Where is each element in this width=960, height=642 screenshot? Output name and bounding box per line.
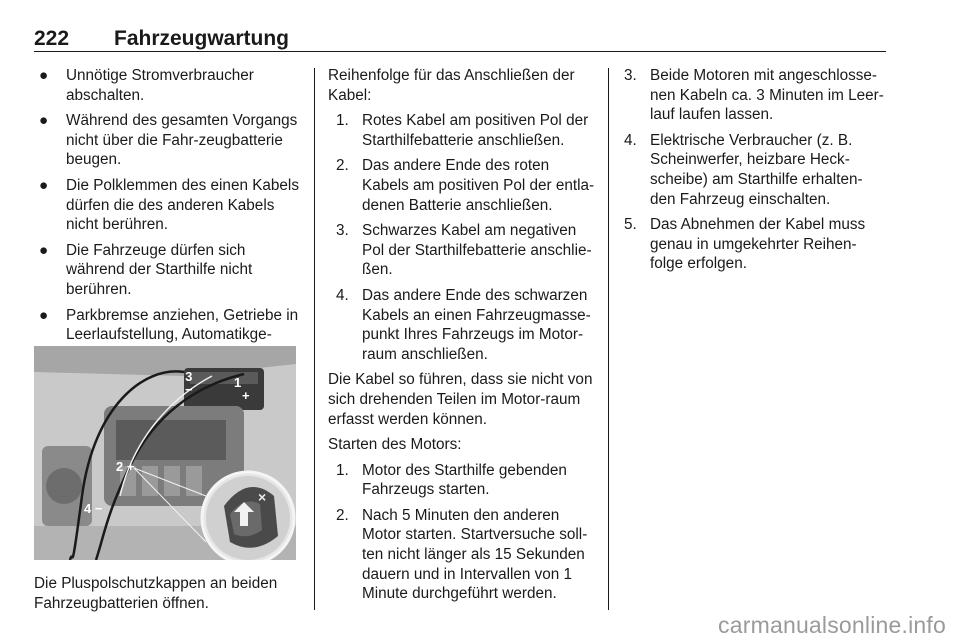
callout-1: 1 + [234,375,250,403]
continuation-steps [624,66,886,274]
list-item: 2. Nach 5 Minuten den anderen Motor starten. Startversuche soll-ten nicht länger als 15 Sekunden dauern und in Intervallen von 1 Minute durchgeführt werden. [336,506,588,603]
list-item: ● Die Fahrzeuge dürfen sich während der Starthilfe nicht berühren. [39,241,253,298]
bullet-icon: ● [39,176,49,194]
column-1 [34,66,302,370]
bullet-icon: ● [39,306,49,324]
page-number: 222 [34,27,70,50]
list-item: 5. Das Abnehmen der Kabel muss genau in umgekehrter Reihen-folge erfolgen. [624,216,866,273]
precaution-list [34,66,302,364]
list-item: ● Parkbremse anziehen, Getriebe in Leerlaufstellung, Automatikge- [34,306,302,365]
callout-4: 4 − [84,501,103,516]
list-item: ● Unnötige Stromverbraucher abschalten. [39,67,254,104]
start-steps [328,461,596,604]
svg-text:×: × [258,489,267,505]
column-divider-1 [314,68,315,610]
bullet-icon: ● [39,112,49,130]
watermark: carmanualsonline.info [718,612,946,638]
callout-3: 3 − [185,369,193,397]
start-heading: Starten des Motors: [328,436,462,454]
list-item: 4. Das andere Ende des schwarzen Kabels an einen Fahrzeugmasse-punkt Ihres Fahrzeugs im Motor-raum anschließen. [336,286,591,363]
figure-caption: Die Pluspolschutzkappen an beiden Fahrzeugbatterien öffnen. [34,575,278,612]
page-title: Fahrzeugwartung [114,27,290,50]
list-item: 4. Elektrische Verbraucher (z. B. Scheinwerfer, heizbare Heck-scheibe) am Starthilfe erhalten-den Fahrzeug einschalten. [624,131,863,208]
list-item: 3. Beide Motoren mit angeschlosse-nen Kabeln ca. 3 Minuten im Leer-lauf laufen lassen. [624,67,884,124]
list-item: ● Während des gesamten Vorgangs nicht über die Fahr-zeugbatterie beugen. [39,112,298,169]
engine-bay-illustration [34,346,296,560]
page-header [34,27,886,51]
bullet-icon: ● [39,241,49,259]
list-item: 2. Das andere Ende des roten Kabels am positiven Pol der entla-denen Batterie anschließen. [336,157,595,214]
column-divider-2 [608,68,609,610]
engine-bay-drawing [34,346,296,560]
column-2 [328,66,596,610]
bullet-icon: ● [39,67,49,84]
list-item: 1. Motor des Starthilfe gebenden Fahrzeugs starten. [336,461,567,499]
list-item: 1. Rotes Kabel am positiven Pol der Starthilfebatterie anschließen. [336,112,589,149]
cable-routing-note: Die Kabel so führen, dass sie nicht von sich drehenden Teilen im Motor-raum erfasst werden können. [328,371,593,428]
column-3 [624,66,886,280]
callout-2: 2 + [116,459,135,474]
connection-intro: Reihenfolge für das Anschließen der Kabel: [328,67,575,104]
list-item: 3. Schwarzes Kabel am negativen Pol der Starthilfebatterie anschlie-ßen. [336,222,592,279]
list-item: ● Die Polklemmen des einen Kabels dürfen die des anderen Kabels nicht berühren. [39,176,299,234]
connection-steps [328,111,596,364]
header-rule [34,51,886,52]
